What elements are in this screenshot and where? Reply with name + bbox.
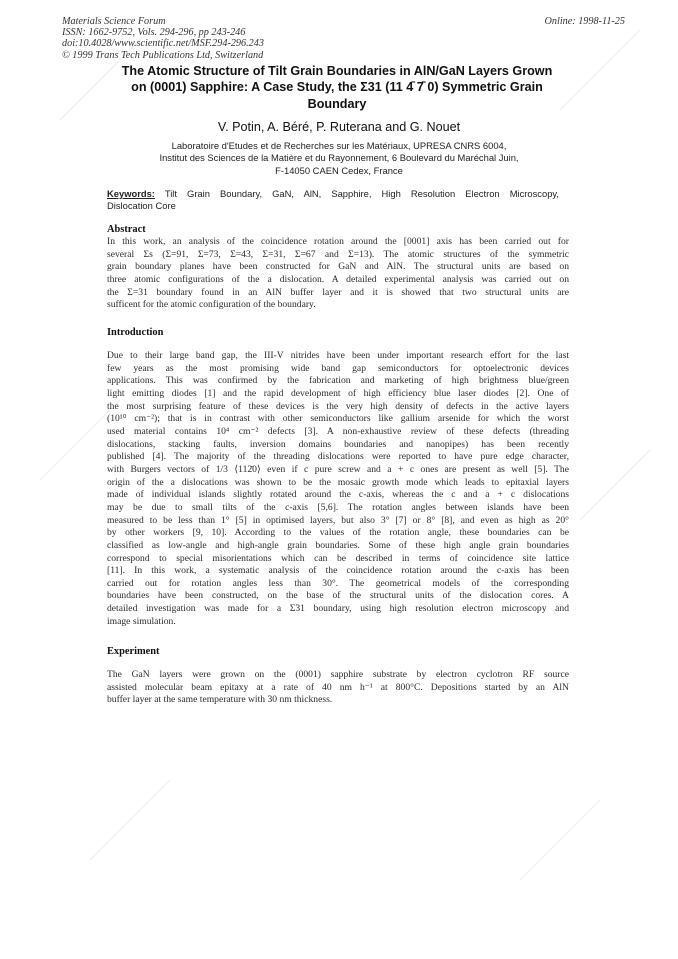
title-line: Boundary	[307, 96, 367, 111]
intro-line: measured to be less than 1° [5] in optimised layers, but also 3° [7] or 8° [8], and even as high as 20°	[107, 514, 569, 526]
abstract-line: In this work, an analysis of the coincidence rotation around the [0001] axis has been carried out for	[107, 236, 569, 247]
title-line: The Atomic Structure of Tilt Grain Boundaries in AlN/GaN Layers Grown	[121, 64, 553, 78]
keywords-block	[107, 188, 559, 213]
intro-line: (10¹⁰ cm⁻²); that is in contrast with other semiconductors like gallium arsenide for which the worst	[107, 413, 569, 425]
keywords-text: Tilt Grain Boundary, GaN, AlN, Sapphire, High Resolution Electron Microscopy,	[164, 188, 560, 199]
intro-line: correspond to special misorientations which can be described in terms of coincidence site lattice	[107, 552, 569, 564]
intro-line: boundaries have been constructed, on the base of the structural units of the dislocation cores. A	[107, 590, 569, 602]
abstract-body	[107, 236, 569, 312]
intro-line: the most surprising feature of these devices is the very high density of defects in the active layers	[107, 400, 569, 412]
intro-line: dislocations, stacking faults, inversion domains boundaries and nanopipes) has been recently	[107, 438, 569, 450]
abstract-line: three atomic configurations of the a dislocation. A detailed experimental analysis was carried out on	[107, 273, 569, 285]
intro-line: applications. This was confirmed by the fabrication and marketing of high brightness blue/green	[107, 375, 569, 387]
experiment-line: buffer layer at the same temperature with 30 nm thickness.	[107, 694, 333, 706]
author-list: V. Potin, A. Béré, P. Ruterana and G. Nouet	[217, 120, 461, 134]
intro-line: light emitting diodes [1] and the rapid development of high efficiency blue laser diodes [2]. One of	[107, 387, 569, 399]
intro-line: classified as low-angle and high-angle grain boundaries. Some of these high angle grain boundaries	[107, 539, 569, 551]
intro-line: carried out for rotation angles less than 30°. The geometrical models of the corresponding	[107, 577, 569, 589]
intro-line: [11]. In this work, a systematic analysis of the coincidence rotation around the c-axis has been	[107, 565, 569, 577]
intro-line: few years as the most promising wide band gap semiconductors for optoelectronic devices	[107, 362, 569, 374]
abstract-line: several Σs (Σ=91, Σ=73, Σ=43, Σ=31, Σ=67 and Σ=13). The atomic structures of the symmetric	[107, 248, 569, 260]
intro-line: by other workers [9, 10]. According to the values of the rotation angle, these boundaries can be	[107, 527, 569, 539]
paper-title	[96, 63, 578, 112]
intro-line: Due to their large band gap, the III-V nitrides have been under important research effort for the last	[107, 350, 569, 361]
doi-link[interactable]: doi:10.4028/www.scientific.net/MSF.294-296.243	[62, 38, 264, 50]
title-line: on (0001) Sapphire: A Case Study, the Σ31 (11 4̄ 7̄ 0) Symmetric Grain	[131, 80, 543, 95]
abstract-line: sufficent for the atomic configuration of the boundary.	[107, 299, 316, 311]
intro-line: used material contains 10⁴ cm⁻² defects [3]. A non-exhaustive review of these defects (threading	[107, 425, 569, 437]
intro-line: with Burgers vectors of 1/3 ⟨112̄0⟩ even if c pure screw and a + c ones are present as well [5]. The	[107, 463, 569, 475]
introduction-heading: Introduction	[107, 327, 164, 338]
publication-header	[62, 16, 264, 61]
issn-line: ISSN: 1662-9752, Vols. 294-296, pp 243-246	[62, 27, 246, 39]
keywords-text: Dislocation Core	[107, 200, 176, 212]
intro-line: origin of the a dislocations was shown to be the mosaic growth mode which leads to epitaxial layers	[107, 476, 569, 488]
affiliation	[96, 140, 582, 177]
copyright-line: © 1999 Trans Tech Publications Ltd, Switzerland	[62, 49, 264, 61]
intro-line: may be due to small tilts of the c-axis [5,6]. The rotation angles between islands have been	[107, 501, 569, 513]
experiment-body	[107, 669, 569, 707]
intro-line: detailed investigation was made for a Σ31 boundary, using high resolution electron microscopy and	[107, 603, 569, 615]
experiment-line: The GaN layers were grown on the (0001) sapphire substrate by electron cyclotron RF source	[107, 669, 569, 680]
abstract-line: grain boundary planes have been constructed for GaN and AlN. The structural units are based on	[107, 261, 569, 273]
keywords-label: Keywords:	[107, 188, 155, 199]
intro-line: image simulation.	[107, 615, 176, 627]
intro-line: made of individual islands slightly rotated around the c-axis, whereas the c and a + c dislocations	[107, 489, 569, 501]
affiliation-line: F-14050 CAEN Cedex, France	[275, 164, 403, 176]
affiliation-line: Laboratoire d'Etudes et de Recherches sur les Matériaux, UPRESA CNRS 6004,	[171, 140, 507, 151]
introduction-body	[107, 350, 569, 628]
experiment-line: assisted molecular beam epitaxy at a rate of 40 nm h⁻¹ at 800°C. Depositions started by an AlN	[107, 681, 569, 693]
intro-line: published [4]. The majority of the threading dislocations were reported to have pure edge character,	[107, 451, 569, 463]
abstract-heading: Abstract	[107, 224, 146, 235]
experiment-heading: Experiment	[107, 646, 160, 657]
affiliation-line: Institut des Sciences de la Matière et du Rayonnement, 6 Boulevard du Maréchal Juin,	[159, 152, 519, 164]
abstract-line: the Σ=31 boundary found in an AlN buffer layer and it is showed that two structural units are	[107, 286, 569, 298]
online-date: Online: 1998-11-25	[544, 16, 625, 27]
journal-name: Materials Science Forum	[62, 16, 166, 27]
